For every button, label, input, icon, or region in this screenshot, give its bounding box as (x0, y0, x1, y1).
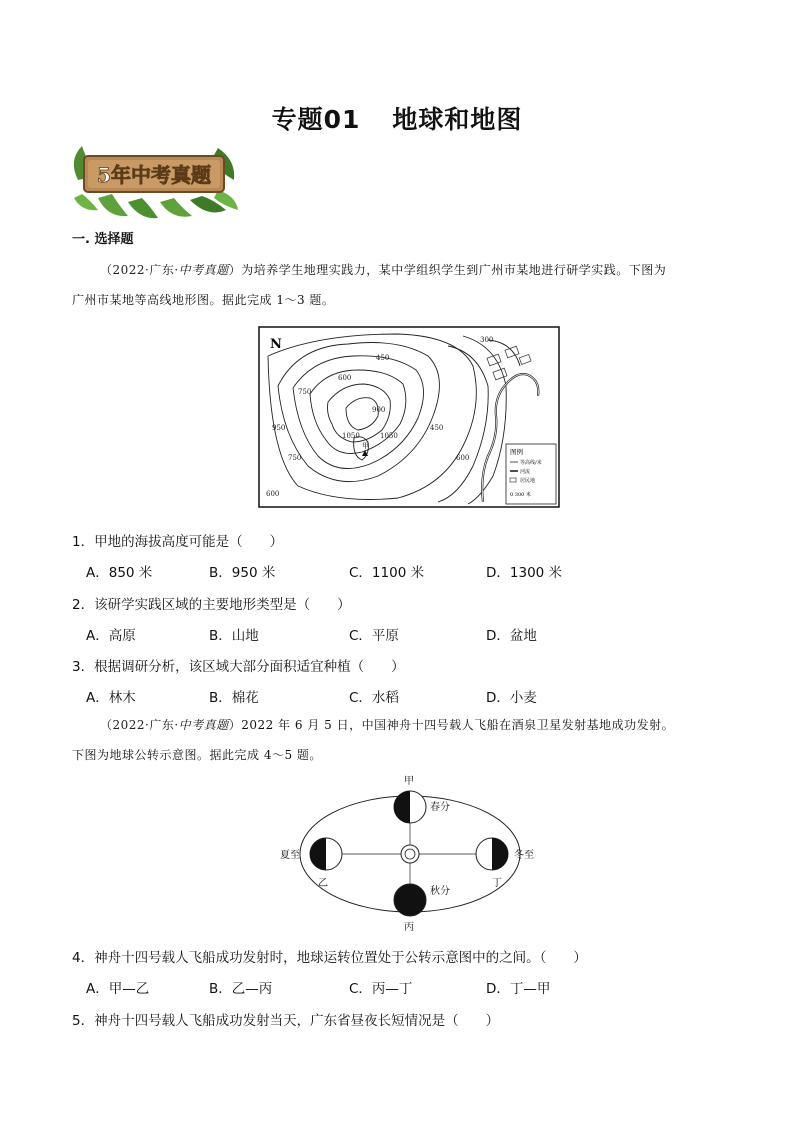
source-tag: 中考真题 (178, 718, 229, 732)
position-label-yi: 乙 (318, 878, 328, 889)
season-label-summer: 夏至 (280, 850, 300, 861)
contour-label: 750 (298, 388, 312, 396)
badge-5-year-exams (68, 140, 240, 220)
orbit-diagram (270, 770, 540, 932)
option-d: D．小麦 (486, 690, 537, 706)
intro-line-2: 广州市某地等高线地形图。据此完成 1～3 题。 (72, 293, 335, 307)
earth-summer-icon (310, 838, 342, 870)
option-b: B．山地 (209, 628, 259, 644)
option-c: C．水稻 (349, 690, 399, 706)
option-b: B．950 米 (209, 565, 276, 581)
source-suffix: ） (228, 263, 242, 277)
contour-map (258, 326, 560, 508)
legend-item: 河流 (520, 469, 531, 475)
question-4: 4．神舟十四号载人飞船成功发射时，地球运转位置处于公转示意图中的之间。（ ） (72, 950, 587, 966)
earth-spring-icon (394, 791, 426, 823)
legend-item: 等高线/米 (520, 460, 542, 466)
option-c: C．丙—丁 (349, 981, 413, 997)
source-prefix: （2022·广东· (100, 263, 179, 277)
legend-item: 居民地 (520, 478, 536, 484)
contour-label: 600 (338, 374, 352, 382)
contour-label: 450 (376, 354, 390, 362)
title-number: 专题01 (271, 105, 361, 134)
position-label-ding: 丁 (492, 878, 502, 889)
season-label-spring: 春分 (430, 802, 450, 813)
option-b: B．乙—丙 (209, 981, 273, 997)
legend-scale: 0 300 米 (510, 492, 531, 498)
option-d: D．盆地 (486, 628, 537, 644)
contour-label: 1050 (380, 432, 398, 440)
position-label-jia: 甲 (404, 776, 414, 787)
option-c: C．1100 米 (349, 565, 425, 581)
north-arrow-icon: N (270, 337, 282, 352)
option-a: A．高原 (86, 628, 136, 644)
contour-label: 300 (480, 336, 494, 344)
place-label-jia: 甲 (362, 442, 369, 450)
earth-winter-icon (476, 838, 508, 870)
contour-label: 600 (456, 454, 470, 462)
page-title (0, 100, 794, 136)
contour-label: 600 (266, 490, 280, 498)
intro-passage-1 (72, 255, 722, 315)
sun-icon (401, 845, 419, 863)
source-suffix: ） (228, 718, 242, 732)
intro-line-1: 为培养学生地理实践力，某中学组织学生到广州市某地进行研学实践。下图为 (241, 263, 667, 277)
position-label-bing: 丙 (404, 922, 414, 932)
contour-label: 750 (288, 454, 302, 462)
title-text: 地球和地图 (392, 105, 523, 134)
contour-label: 900 (372, 406, 386, 414)
option-d: D．丁—甲 (486, 981, 551, 997)
source-tag: 中考真题 (178, 263, 229, 277)
question-3: 3．根据调研分析，该区域大部分面积适宜种植（ ） (72, 659, 405, 675)
section-heading: 一. 选择题 (72, 232, 134, 247)
badge-text: 5年中考真题 (97, 163, 211, 187)
legend-title: 图例 (510, 448, 523, 456)
option-a: A．林木 (86, 690, 136, 706)
contour-label: 1050 (342, 432, 360, 440)
option-a: A．850 米 (86, 565, 153, 581)
earth-autumn-icon (394, 884, 426, 916)
season-label-winter: 冬至 (514, 850, 534, 861)
source-prefix: （2022·广东· (100, 718, 179, 732)
question-5: 5．神舟十四号载人飞船成功发射当天，广东省昼夜长短情况是（ ） (72, 1013, 500, 1029)
option-a: A．甲—乙 (86, 981, 150, 997)
intro-line-2: 下图为地球公转示意图。据此完成 4～5 题。 (72, 748, 322, 762)
option-b: B．棉花 (209, 690, 259, 706)
season-label-autumn: 秋分 (430, 886, 450, 897)
contour-label: 950 (272, 424, 286, 432)
map-legend (506, 444, 556, 504)
question-2: 2．该研学实践区域的主要地形类型是（ ） (72, 597, 351, 613)
intro-passage-2 (72, 710, 722, 770)
option-c: C．平原 (349, 628, 399, 644)
option-d: D．1300 米 (486, 565, 563, 581)
intro-line-1: 2022 年 6 月 5 日，中国神舟十四号载人飞船在酒泉卫星发射基地成功发射。 (241, 718, 675, 732)
question-1: 1．甲地的海拔高度可能是（ ） (72, 534, 284, 550)
contour-label: 450 (430, 424, 444, 432)
